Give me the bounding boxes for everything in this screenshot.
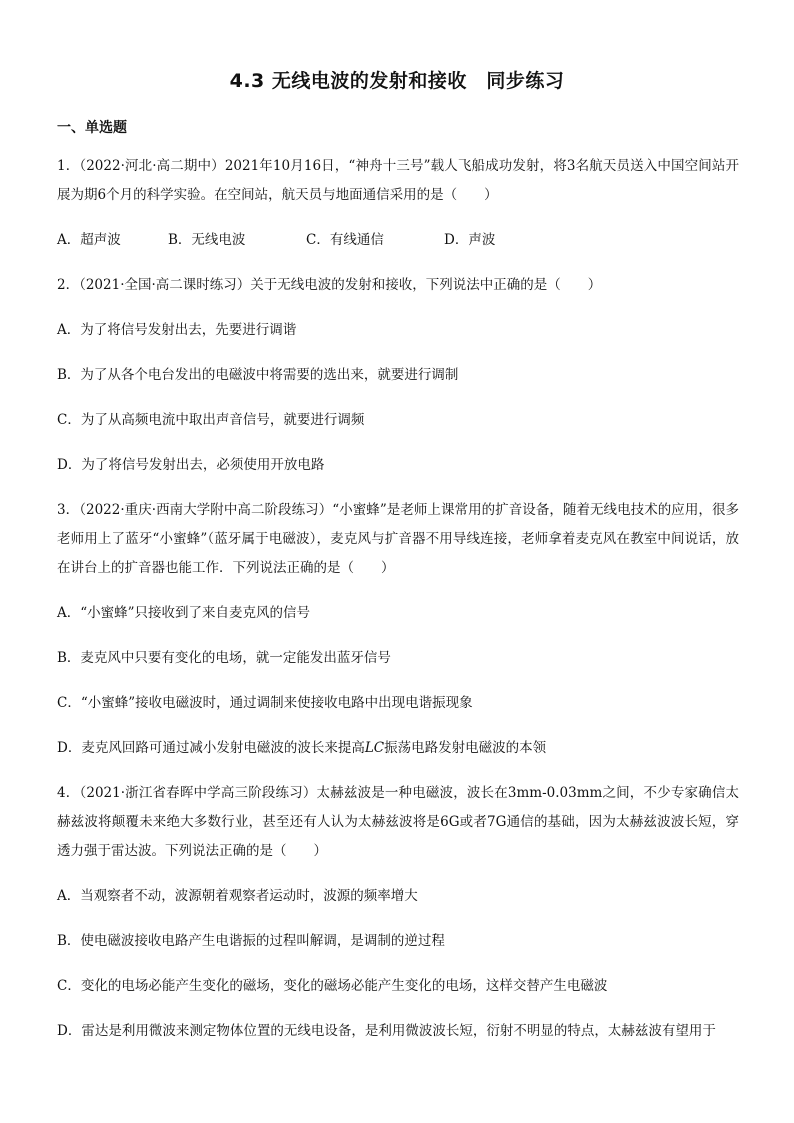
question-2-stem [57, 271, 739, 300]
question-text: 关于无线电波的发射和接收，下列说法中正确的是（ ） [250, 277, 602, 293]
question-3-stem [57, 496, 739, 583]
question-number: 1． [57, 158, 80, 174]
question-text: “小蜜蜂”是老师上课常用的扩音设备，随着无线电技术的应用，很多老师用上了蓝牙“小蜜蜂”（蓝牙属于电磁波），麦克风与扩音器不用导线连接，老师拿着麦克风在教室中间说话，放在讲台上的扩音器也能工作．下列说法正确的是（ ） [57, 502, 739, 576]
question-text: 太赫兹波是一种电磁波，波长在3mm-0.03mm之间，不少专家确信太赫兹波将颠覆未来绝大多数行业，甚至还有人认为太赫兹波将是6G或者7G通信的基础，因为太赫兹波波长短，穿透力强于雷达波。下列说法正确的是（ ） [57, 785, 739, 859]
question-text: 2021年10月16日，“神舟十三号”载人飞船成功发射，将3名航天员送入中国空间站开展为期6个月的科学实验。在空间站，航天员与地面通信采用的是（ ） [57, 158, 739, 203]
section-heading: 一、单选题 [57, 120, 127, 136]
question-4 [57, 779, 739, 1046]
question-number: 3． [57, 502, 80, 518]
question-source: （2021·浙江省春晖中学高三阶段练习） [79, 785, 317, 801]
option-d: D．雷达是利用微波来测定物体位置的无线电设备，是利用微波波长短，衍射不明显的特点，太赫兹波有望用于 [57, 1023, 716, 1039]
question-2 [57, 271, 739, 480]
question-1-stem [57, 152, 739, 210]
option-a: A．“小蜜蜂”只接收到了来自麦克风的信号 [57, 605, 311, 621]
question-1 [57, 152, 739, 255]
option-b: B．使电磁波接收电路产生电谐振的过程叫解调，是调制的逆过程 [57, 933, 445, 949]
option-b: B．无线电波 [168, 232, 246, 248]
question-number: 2． [57, 277, 80, 293]
question-source: （2022·重庆·西南大学附中高二阶段练习） [79, 502, 333, 518]
option-d [57, 734, 739, 763]
option-a: A．当观察者不动，波源朝着观察者运动时，波源的频率增大 [57, 888, 418, 904]
question-3 [57, 496, 739, 763]
option-c: C．变化的电场必能产生变化的磁场，变化的磁场必能产生变化的电场，这样交替产生电磁波 [57, 978, 608, 994]
option-d: D．为了将信号发射出去，必须使用开放电路 [57, 457, 325, 473]
option-d-text-start: D．麦克风回路可通过减小发射电磁波的波长来提高 [57, 740, 365, 756]
document-title: 4.3 无线电波的发射和接收 同步练习 [229, 70, 565, 92]
option-a: A．为了将信号发射出去，先要进行调谐 [57, 322, 297, 338]
question-source: （2022·河北·高二期中） [79, 158, 225, 174]
question-list [57, 152, 739, 1062]
question-number: 4． [57, 785, 80, 801]
option-d-text-end: 振荡电路发射电磁波的本领 [384, 740, 547, 756]
question-4-stem [57, 779, 739, 866]
option-c: C．有线通信 [306, 232, 384, 248]
option-b: B．麦克风中只要有变化的电场，就一定能发出蓝牙信号 [57, 650, 391, 666]
option-c: C．“小蜜蜂”接收电磁波时，通过调制来使接收电路中出现电谐振现象 [57, 695, 473, 711]
option-c: C．为了从高频电流中取出声音信号，就要进行调频 [57, 412, 365, 428]
option-a: A．超声波 [57, 232, 121, 248]
question-1-options [57, 226, 739, 255]
question-source: （2021·全国·高二课时练习） [79, 277, 251, 293]
option-d: D．声波 [444, 232, 496, 248]
option-b: B．为了从各个电台发出的电磁波中将需要的选出来，就要进行调制 [57, 367, 459, 383]
lc-circuit-symbol: LC [364, 740, 385, 756]
